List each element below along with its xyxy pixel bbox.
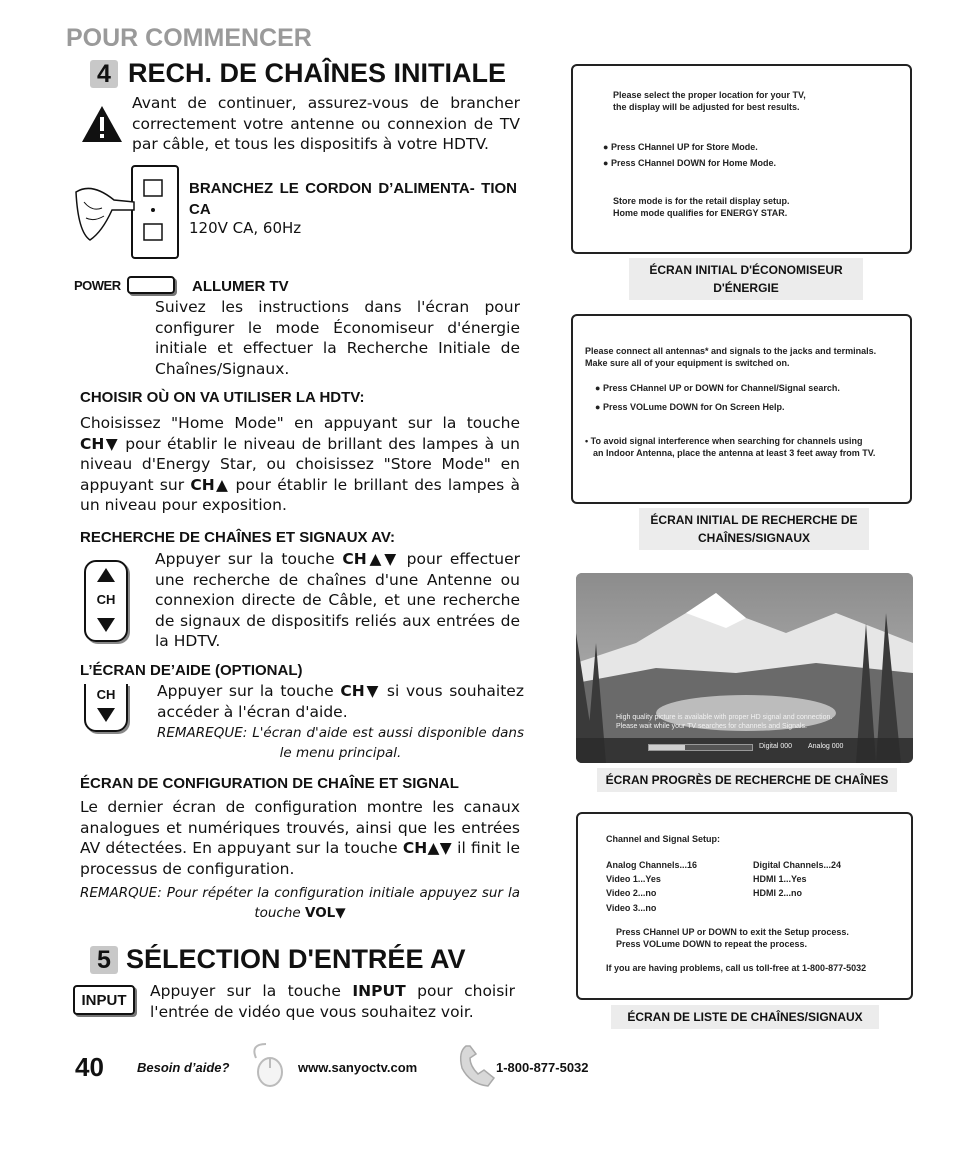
screen-line: Store mode is for the retail display setup. bbox=[613, 196, 790, 206]
input-text: Appuyer sur la touche INPUT pour choisir l'entrée de vidéo que vous souhaitez voir. bbox=[150, 982, 515, 1021]
screen-line: Please connect all antennas* and signals to the jacks and terminals. bbox=[585, 346, 877, 356]
list-item: Analog Channels...16 bbox=[606, 860, 698, 870]
power-cord-spec: 120V CA, 60Hz bbox=[189, 219, 302, 237]
search-heading: RECHERCHE DE CHAÎNES ET SIGNAUX AV: bbox=[80, 529, 396, 546]
input-label: INPUT bbox=[81, 991, 127, 1009]
step-4-heading bbox=[90, 58, 506, 89]
ch-label: CH bbox=[96, 687, 116, 702]
list-item: Digital Channels...24 bbox=[753, 860, 842, 870]
help-heading: L’ÉCRAN DE’AIDE (OPTIONAL) bbox=[80, 662, 303, 679]
warning-icon bbox=[80, 104, 124, 144]
ch-rocker-icon bbox=[84, 560, 128, 642]
screen-bullet: ● Press CHannel UP for Store Mode. bbox=[603, 142, 758, 152]
power-on-heading: ALLUMER TV bbox=[192, 278, 289, 295]
section-header: POUR COMMENCER bbox=[66, 24, 312, 52]
config-note: REMARQUE: Pour répéter la configuration initiale appuyez sur la touche VOL▼ bbox=[80, 885, 520, 921]
ch-label: CH bbox=[96, 592, 116, 607]
website-link[interactable]: www.sanyoctv.com bbox=[298, 1060, 418, 1075]
search-text: Appuyer sur la touche CH▲▼ pour effectuer une recherche de chaînes d'une Antenne ou connexion directe de Câble, et une recherche de signaux de dispositifs reliés aux entrées de la HDTV. bbox=[155, 550, 520, 651]
step-title: SÉLECTION D'ENTRÉE AV bbox=[126, 944, 466, 974]
progress-screen-caption: ÉCRAN PROGRÈS DE RECHERCHE DE CHAÎNES bbox=[597, 768, 897, 792]
help-footer-text: Besoin d’aide? bbox=[137, 1060, 230, 1075]
input-button-graphic bbox=[73, 985, 135, 1015]
screen-bullet: ● Press VOLume DOWN for On Screen Help. bbox=[595, 402, 785, 412]
search-screen-caption: ÉCRAN INITIAL DE RECHERCHE DE CHAÎNES/SIGNAUX bbox=[639, 508, 869, 550]
power-cord-heading: BRANCHEZ LE CORDON D’ALIMENTA- TION CA bbox=[189, 180, 517, 218]
progress-bar-fill bbox=[649, 745, 685, 750]
step-5-heading bbox=[90, 944, 465, 975]
where-text: Choisissez "Home Mode" en appuyant sur la touche CH▼ pour établir le niveau de brillant des lampes à un niveau d'Energy Star, ou choisissez "Store Mode" en appuyant sur CH▲ pour établir le brillant des lampes à un niveau pour exposition. bbox=[80, 414, 520, 515]
list-item: HDMI 2...no bbox=[753, 888, 802, 898]
list-item: Video 1...Yes bbox=[606, 874, 661, 884]
help-text: Appuyer sur la touche CH▼ si vous souhaitez accéder à l'écran d'aide. bbox=[157, 682, 524, 721]
where-heading: CHOISIR OÙ ON VA UTILISER LA HDTV: bbox=[80, 389, 365, 406]
step-title: RECH. DE CHAÎNES INITIALE bbox=[128, 58, 507, 88]
phone-icon bbox=[456, 1044, 496, 1088]
config-heading: ÉCRAN DE CONFIGURATION DE CHAÎNE ET SIGNAL bbox=[80, 775, 459, 792]
power-button-graphic bbox=[74, 276, 175, 294]
power-on-text: Suivez les instructions dans l'écran pour configurer le mode Économiseur d'énergie initiale et effectuer la Recherche Initiale de Chaînes/Signaux. bbox=[155, 298, 520, 378]
step-number-badge: 4 bbox=[90, 60, 118, 88]
help-note: REMAREQUE: L'écran d'aide est aussi disponible dans le menu principal. bbox=[157, 725, 524, 761]
screen-line: Make sure all of your equipment is switched on. bbox=[585, 358, 790, 368]
energy-saver-screen bbox=[571, 64, 912, 254]
list-item: Video 2...no bbox=[606, 888, 657, 898]
mouse-icon bbox=[246, 1040, 292, 1088]
phone-number: 1-800-877-5032 bbox=[496, 1060, 589, 1075]
power-outlet-icon bbox=[72, 162, 182, 262]
screen-line: the display will be adjusted for best results. bbox=[613, 102, 800, 112]
channel-list-screen bbox=[576, 812, 913, 1000]
digital-count: Digital 000 bbox=[759, 743, 793, 750]
landscape-image bbox=[576, 573, 913, 763]
list-item: HDMI 1...Yes bbox=[753, 874, 807, 884]
search-progress-screen bbox=[576, 573, 913, 763]
screen-title: Channel and Signal Setup: bbox=[606, 834, 721, 844]
screen-line: • To avoid signal interference when searching for channels using bbox=[585, 436, 863, 446]
screen-line: an Indoor Antenna, place the antenna at least 3 feet away from TV. bbox=[593, 448, 876, 458]
screen-line: Please select the proper location for your TV, bbox=[613, 90, 806, 100]
energy-screen-caption: ÉCRAN INITIAL D'ÉCONOMISEUR D'ÉNERGIE bbox=[629, 258, 863, 300]
warning-text: Avant de continuer, assurez-vous de brancher correctement votre antenne ou connexion de TV par câble, et tous les dispositifs à votre HDTV. bbox=[132, 94, 520, 154]
power-button-shape bbox=[127, 276, 175, 294]
screen-line: Press CHannel UP or DOWN to exit the Setup process. bbox=[616, 927, 849, 937]
screen-line: Home mode qualifies for ENERGY STAR. bbox=[613, 208, 788, 218]
screen-bullet: ● Press CHannel DOWN for Home Mode. bbox=[603, 158, 776, 168]
screen-bullet: ● Press CHannel UP or DOWN for Channel/Signal search. bbox=[595, 383, 840, 393]
power-label: POWER bbox=[74, 277, 121, 293]
page-number: 40 bbox=[75, 1052, 104, 1082]
analog-count: Analog 000 bbox=[808, 743, 844, 750]
list-screen-caption: ÉCRAN DE LISTE DE CHAÎNES/SIGNAUX bbox=[611, 1005, 879, 1029]
channel-search-screen bbox=[571, 314, 912, 504]
list-item: Video 3...no bbox=[606, 903, 657, 913]
screen-line: Press VOLume DOWN to repeat the process. bbox=[616, 939, 808, 949]
screen-line: If you are having problems, call us toll-free at 1-800-877-5032 bbox=[606, 963, 867, 973]
ch-down-icon bbox=[84, 684, 128, 732]
progress-bar bbox=[648, 744, 753, 751]
step-number-badge: 5 bbox=[90, 946, 118, 974]
config-text: Le dernier écran de configuration montre les canaux analogues et numériques trouvés, ainsi que les entrées AV détectées. En appuyant sur la touche CH▲▼ il finit le processus de configuration. bbox=[80, 798, 520, 878]
progress-message: High quality picture is available with proper HD signal and connection. Please wait while your TV searches for channels and Signals. bbox=[616, 714, 833, 730]
